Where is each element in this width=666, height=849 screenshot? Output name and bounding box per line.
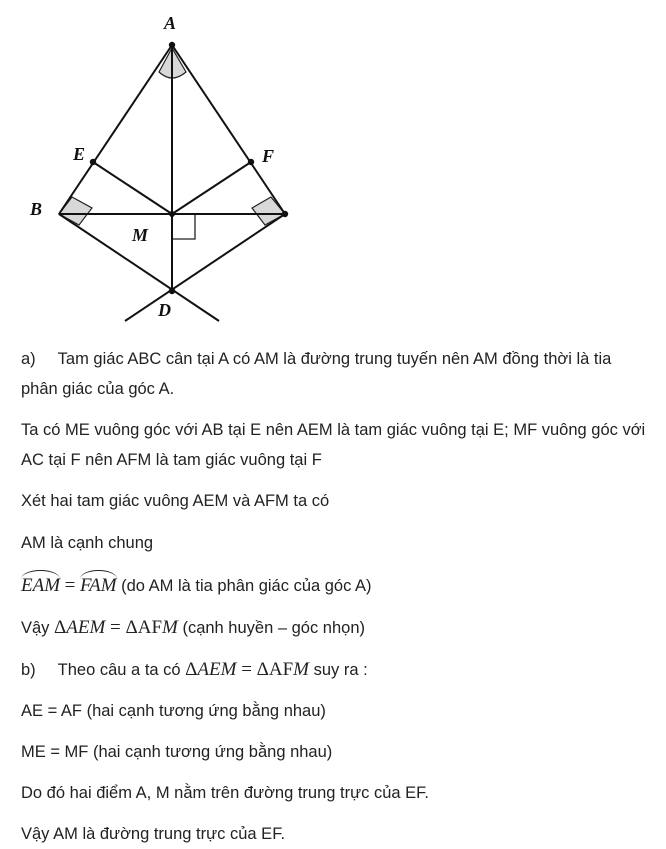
paragraph-3	[21, 486, 661, 516]
side-ac	[172, 45, 285, 214]
point-d	[169, 288, 175, 294]
paragraph-10-text: Do đó hai điểm A, M nằm trên đường trung trực của EF.	[21, 784, 430, 802]
point-m	[169, 211, 175, 217]
angle-fam: FAM	[80, 575, 117, 596]
point-e	[90, 159, 96, 165]
point-c	[282, 211, 288, 217]
triangle-equality: ΔAEM = ΔAFM	[185, 659, 309, 680]
label-e: E	[73, 144, 86, 164]
right-angle-mark-m	[172, 214, 195, 239]
line-cd	[125, 214, 285, 321]
part-a-label: a)	[21, 350, 36, 368]
equals-sign: =	[64, 575, 76, 596]
paragraph-9-text: ME = MF (hai cạnh tương ứng bằng nhau)	[21, 743, 333, 761]
angle-eam: EAM	[21, 575, 60, 596]
part-a-line1: Tam giác ABC cân tại A có AM là đường trung tuyến nên AM đồng thời là tia	[57, 350, 612, 368]
paragraph-9	[21, 737, 661, 767]
point-a	[169, 42, 175, 48]
paragraph-6	[21, 613, 661, 643]
right-angle-mark-e	[59, 197, 92, 225]
paragraph-2-line2: AC tại F nên AFM là tam giác vuông tại F	[21, 451, 322, 469]
segment-me	[93, 162, 172, 214]
geometry-figure	[0, 0, 330, 325]
label-d: D	[158, 300, 171, 320]
point-f	[248, 159, 254, 165]
paragraph-6-rest: (cạnh huyền – góc nhọn)	[177, 619, 365, 637]
paragraph-11-text: Vậy AM là đường trung trực của EF.	[21, 825, 286, 843]
paragraph-2-line1: Ta có ME vuông góc với AB tại E nên AEM là tam giác vuông tại E; MF vuông góc với	[21, 421, 646, 439]
paragraph-5-rest: (do AM là tia phân giác của góc A)	[116, 577, 372, 595]
paragraph-b	[21, 655, 661, 685]
part-b-prefix: Theo câu a ta có	[57, 661, 186, 679]
label-a: A	[164, 13, 177, 33]
label-f: F	[262, 146, 275, 166]
label-b: B	[30, 199, 43, 219]
paragraph-a	[21, 344, 661, 404]
paragraph-4	[21, 528, 661, 558]
paragraph-8	[21, 696, 661, 726]
paragraph-2	[21, 415, 661, 475]
label-m: M	[132, 225, 149, 245]
paragraph-3-text: Xét hai tam giác vuông AEM và AFM ta có	[21, 492, 330, 510]
triangle-aem: ΔAEM = ΔAFM	[54, 617, 178, 638]
part-a-line2: phân giác của góc A.	[21, 380, 175, 398]
side-ab	[59, 45, 172, 214]
part-b-rest: suy ra :	[309, 661, 368, 679]
segment-mf	[172, 162, 251, 214]
paragraph-6-prefix: Vậy	[21, 619, 55, 637]
paragraph-8-text: AE = AF (hai cạnh tương ứng bằng nhau)	[21, 702, 326, 720]
paragraph-4-text: AM là cạnh chung	[21, 534, 154, 552]
paragraph-10	[21, 778, 661, 808]
right-angle-mark-f	[252, 197, 285, 225]
paragraph-5	[21, 571, 661, 601]
part-b-label: b)	[21, 661, 36, 679]
